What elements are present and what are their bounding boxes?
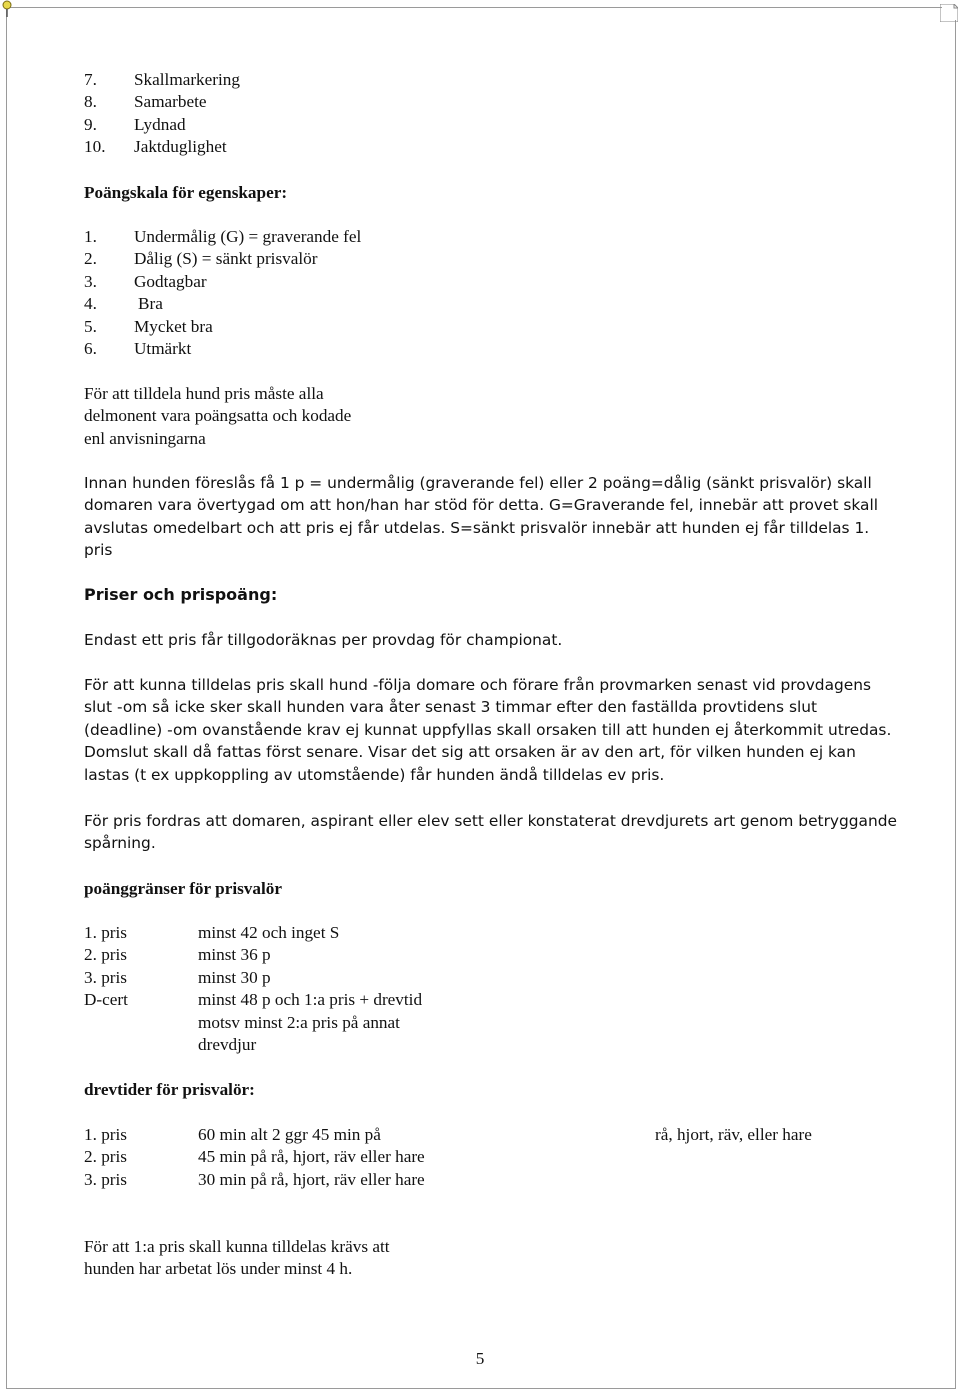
list-item: 10. Jaktduglighet bbox=[84, 137, 227, 157]
table-row: motsv minst 2:a pris på annat bbox=[198, 1012, 400, 1032]
text-line: För att 1:a pris skall kunna tilldelas krävs att bbox=[84, 1237, 390, 1256]
priser-heading: Priser och prispoäng: bbox=[84, 585, 278, 604]
list-item: 5. Mycket bra bbox=[84, 316, 213, 336]
list-item: 2. Dålig (S) = sänkt prisvalör bbox=[84, 249, 318, 269]
page-border-right bbox=[955, 20, 956, 1389]
list-item: 3. Godtagbar bbox=[84, 271, 207, 291]
table-row: D-cert minst 48 p och 1:a pris + drevtid bbox=[84, 990, 423, 1010]
text-line: avslutas omedelbart och att pris ej får utdelas. S=sänkt prisvalör innebär att hunden ej får tilldelas 1. bbox=[84, 518, 870, 537]
innan-paragraph bbox=[84, 472, 884, 562]
page-border-top bbox=[6, 7, 942, 8]
fordras-paragraph bbox=[84, 810, 897, 855]
text-line: För pris fordras att domaren, aspirant eller elev sett eller konstaterat drevdjurets art genom betryggande bbox=[84, 812, 897, 830]
text-line: Domslut skall då fattas först senare. Visar det sig att orsaken är av den art, för vilken hunden ej kan bbox=[84, 743, 856, 762]
drev-table bbox=[84, 1124, 884, 1191]
table-row: 3. pris minst 30 p bbox=[84, 967, 271, 987]
grans-table bbox=[84, 922, 884, 1056]
list-item: 7. Skallmarkering bbox=[84, 70, 240, 89]
folja-paragraph bbox=[84, 674, 892, 786]
text-line: slut -om så icke sker skall hunden vara åter senast 3 timmar efter den faställda provtidens slut bbox=[84, 698, 818, 717]
text-line: spårning. bbox=[84, 834, 156, 853]
text-line: delmonent vara poängsatta och kodade bbox=[84, 406, 352, 426]
grans-heading: poänggränser för prisvalör bbox=[84, 879, 282, 898]
text-line: domaren vara övertygad om att hon/han har stöd för detta. G=Graverande fel, innebär att provet skall bbox=[84, 496, 879, 515]
final-paragraph bbox=[84, 1236, 884, 1281]
text-line: För att kunna tilldelas pris skall hund -följa domare och förare från provmarken senast vid provdagens bbox=[84, 676, 872, 694]
table-row: 2. pris 45 min på rå, hjort, räv eller hare bbox=[84, 1147, 425, 1167]
text-line: pris bbox=[84, 541, 113, 560]
text-line: Innan hunden föreslås få 1 p = undermålig (graverande fel) eller 2 poäng=dålig (sänkt prisvalör) skall bbox=[84, 474, 872, 492]
text-line: enl anvisningarna bbox=[84, 428, 206, 448]
text-line: lastas (t ex uppkoppling av utomstående) får hunden ändå tilldelas ev pris. bbox=[84, 765, 665, 784]
table-row: 1. pris 60 min alt 2 ggr 45 min på rå, hjort, räv, eller hare bbox=[84, 1125, 812, 1144]
award-note bbox=[84, 383, 884, 450]
list-top bbox=[84, 69, 884, 159]
list-item: 9. Lydnad bbox=[84, 114, 186, 134]
page-number: 5 bbox=[475, 1349, 485, 1368]
table-row: drevdjur bbox=[198, 1034, 257, 1054]
list-item: 6. Utmärkt bbox=[84, 338, 192, 358]
list-item: 4. Bra bbox=[84, 294, 163, 314]
table-row: 1. pris minst 42 och inget S bbox=[84, 923, 340, 942]
table-row: 2. pris minst 36 p bbox=[84, 945, 271, 965]
endast-paragraph: Endast ett pris får tillgodoräknas per provdag för championat. bbox=[84, 631, 563, 649]
list-item: 1. Undermålig (G) = graverande fel bbox=[84, 227, 362, 246]
text-line: För att tilldela hund pris måste alla bbox=[84, 384, 324, 403]
list-item: 8. Samarbete bbox=[84, 92, 207, 112]
page-border-left bbox=[6, 7, 7, 1389]
page-border-bottom bbox=[6, 1388, 956, 1389]
text-line: (deadline) -om ovanstående krav ej kunnat uppfyllas skall orsaken till att hunden ej återkommit utredas. bbox=[84, 720, 892, 739]
scale-heading: Poängskala för egenskaper: bbox=[84, 183, 288, 202]
scale-list bbox=[84, 226, 884, 360]
table-row: 3. pris 30 min på rå, hjort, räv eller hare bbox=[84, 1169, 425, 1189]
pushpin-icon bbox=[0, 0, 14, 18]
text-line: hunden har arbetat lös under minst 4 h. bbox=[84, 1259, 353, 1279]
drev-heading: drevtider för prisvalör: bbox=[84, 1080, 255, 1099]
page-corner-fold-icon bbox=[940, 4, 958, 22]
